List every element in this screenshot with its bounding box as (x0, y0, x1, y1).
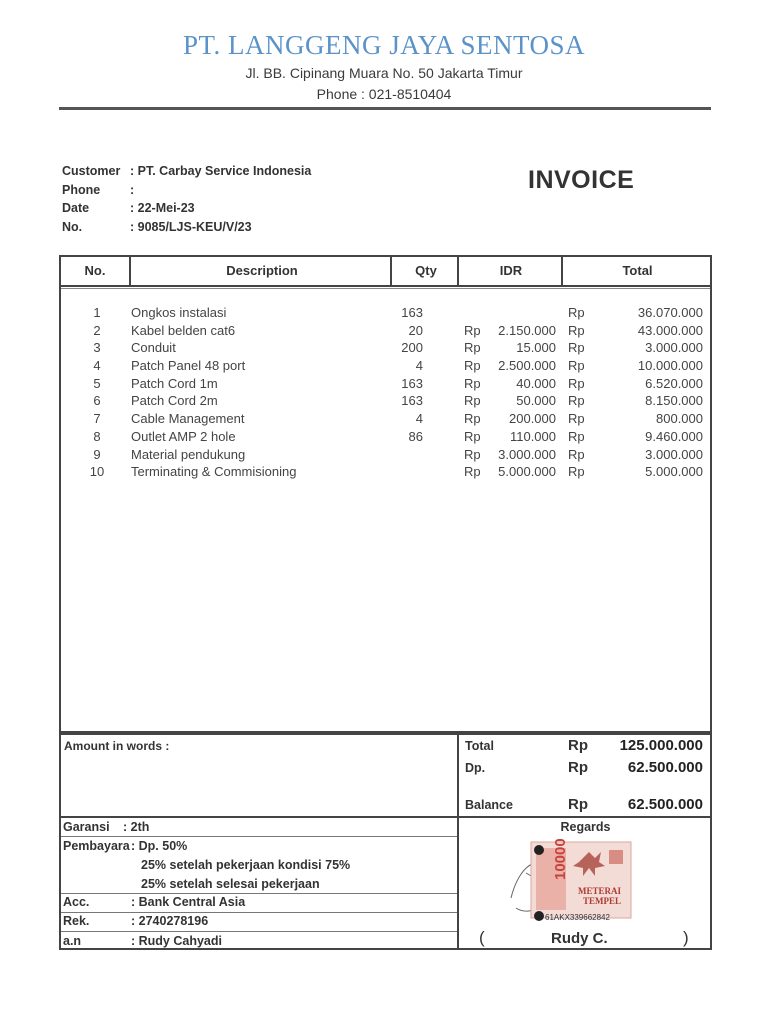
header-no: No. (61, 257, 131, 285)
row-no: 3 (93, 340, 101, 356)
info-value: : 9085/LJS-KEU/V/23 (130, 219, 252, 234)
row-price-currency: Rp (464, 358, 481, 374)
row-description: Patch Cord 2m (131, 393, 218, 409)
pembayaran-value: : Dp. 50% (131, 839, 188, 853)
pembayaran-line-3: 25% setelah selesai pekerjaan (141, 877, 320, 891)
company-name: PT. LANGGENG JAYA SENTOSA (182, 30, 586, 60)
table-row (61, 447, 710, 465)
total-value: 125.000.000 (619, 737, 703, 754)
info-row-no (62, 220, 311, 239)
row-total: 800.000 (656, 411, 703, 427)
balance-currency: Rp (568, 796, 588, 813)
info-value: : PT. Carbay Service Indonesia (130, 164, 312, 178)
total-label: Total (465, 739, 494, 753)
stamp-code: 61AKX339662842 (545, 913, 610, 922)
meterai-stamp (491, 838, 641, 928)
dp-currency: Rp (568, 759, 588, 776)
row-total: 6.520.000 (645, 375, 703, 391)
footer-box (59, 816, 712, 950)
an-row (63, 934, 222, 948)
row-price: 50.000 (516, 393, 556, 409)
footer-line (61, 912, 457, 913)
info-label: Customer (62, 164, 121, 178)
row-price-currency: Rp (464, 375, 481, 391)
row-no: 1 (93, 305, 101, 320)
row-total: 43.000.000 (637, 322, 703, 338)
row-total: 36.070.000 (637, 305, 703, 320)
table-row (61, 411, 710, 429)
row-description: Patch Cord 1m (131, 375, 218, 391)
dp-value: 62.500.000 (627, 759, 703, 776)
header-divider (61, 285, 710, 287)
row-total: 9.460.000 (645, 428, 703, 444)
row-qty: 4 (415, 411, 423, 427)
row-total-currency: Rp (568, 393, 585, 409)
acc-row (63, 895, 245, 909)
row-no: 10 (89, 464, 105, 480)
company-phone: Phone : 021-8510404 (316, 86, 452, 102)
balance-value: 62.500.000 (627, 796, 703, 813)
row-price-currency: Rp (464, 340, 481, 356)
row-price-currency: Rp (464, 428, 481, 444)
row-price-currency: Rp (464, 393, 481, 409)
row-no: 5 (93, 375, 101, 391)
row-qty: 163 (401, 375, 423, 391)
garansi-value: : 2th (123, 820, 150, 834)
stamp-text-1: METERAI (577, 886, 621, 896)
row-price: 15.000 (516, 340, 556, 356)
pembayaran-line-2: 25% setelah pekerjaan kondisi 75% (141, 858, 351, 872)
info-label: No. (62, 219, 83, 234)
info-row-customer (62, 164, 311, 183)
an-label: a.n (63, 934, 82, 948)
column-divider (390, 257, 392, 285)
table-row (61, 340, 710, 358)
row-total-currency: Rp (568, 446, 585, 462)
row-no: 4 (93, 358, 101, 374)
garansi-row (63, 820, 149, 834)
regards-label: Regards (560, 820, 611, 834)
garansi-label: Garansi (63, 820, 110, 834)
row-price: 5.000.000 (498, 464, 556, 480)
row-price: 2.500.000 (498, 358, 556, 374)
row-qty: 86 (408, 428, 423, 444)
row-total: 8.150.000 (645, 393, 703, 409)
row-total: 3.000.000 (645, 446, 703, 462)
row-total-currency: Rp (568, 411, 585, 427)
column-divider (561, 257, 563, 285)
signature-name: Rudy C. (551, 930, 608, 947)
footer-line (61, 931, 457, 932)
row-no: 8 (93, 428, 101, 444)
stamp-value: 10000 (552, 838, 569, 880)
info-value: : 22-Mei-23 (130, 201, 195, 215)
header-qty: Qty (415, 263, 437, 278)
table-row (61, 464, 710, 482)
info-row-phone (62, 183, 311, 202)
row-price: 200.000 (509, 411, 556, 427)
row-total: 10.000.000 (637, 358, 703, 374)
row-total-currency: Rp (568, 340, 585, 356)
row-description: Terminating & Commisioning (131, 464, 297, 480)
info-label: Phone (62, 182, 101, 197)
an-value: : Rudy Cahyadi (131, 934, 222, 948)
total-currency: Rp (568, 737, 588, 754)
pembayaran-label: Pembayara (63, 839, 130, 853)
row-qty: 163 (401, 393, 423, 409)
row-price: 110.000 (509, 428, 556, 444)
row-description: Material pendukung (131, 446, 246, 462)
row-total-currency: Rp (568, 322, 585, 338)
info-row-date (62, 201, 311, 220)
summary-box (59, 733, 712, 818)
pembayaran-row (63, 839, 187, 853)
row-total: 5.000.000 (645, 464, 703, 480)
rek-label: Rek. (63, 914, 90, 928)
items-table (59, 255, 712, 733)
column-divider (129, 257, 131, 285)
row-description: Cable Management (131, 411, 245, 427)
signature-close-paren: ) (683, 928, 689, 947)
rek-value: : 2740278196 (131, 914, 209, 928)
row-price: 2.150.000 (498, 322, 556, 338)
signature-open-paren: ( (479, 928, 485, 947)
table-row (61, 358, 710, 376)
rek-row (63, 914, 208, 928)
row-qty: 20 (408, 322, 423, 338)
row-total-currency: Rp (568, 375, 585, 391)
row-price-currency: Rp (464, 322, 481, 338)
company-address: Jl. BB. Cipinang Muara No. 50 Jakarta Timur (245, 65, 523, 81)
table-row (61, 323, 710, 341)
row-description: Outlet AMP 2 hole (131, 428, 236, 444)
row-no: 9 (93, 446, 101, 462)
footer-divider (457, 818, 459, 950)
row-qty: 200 (401, 340, 423, 356)
header-description: Description (226, 263, 298, 278)
table-body (61, 305, 710, 482)
row-price-currency: Rp (464, 446, 481, 462)
row-description: Patch Panel 48 port (131, 358, 246, 374)
row-qty: 4 (415, 358, 423, 374)
row-no: 2 (93, 322, 101, 338)
acc-label: Acc. (63, 895, 90, 909)
row-total-currency: Rp (568, 358, 585, 374)
row-qty: 163 (401, 305, 423, 320)
summary-divider (457, 735, 459, 818)
row-total-currency: Rp (568, 305, 585, 320)
row-description: Kabel belden cat6 (131, 322, 236, 338)
table-row (61, 393, 710, 411)
row-total: 3.000.000 (645, 340, 703, 356)
row-total-currency: Rp (568, 428, 585, 444)
footer-line (61, 893, 457, 894)
header-rule (59, 107, 711, 110)
header-idr: IDR (499, 263, 523, 278)
row-price-currency: Rp (464, 464, 481, 480)
footer-line (61, 836, 457, 837)
row-description: Ongkos instalasi (131, 305, 227, 320)
stamp-text-2: TEMPEL (582, 896, 621, 906)
row-price-currency: Rp (464, 411, 481, 427)
table-row (61, 305, 710, 323)
amount-in-words-label: Amount in words : (64, 739, 170, 753)
info-label: Date (62, 201, 90, 215)
row-no: 7 (93, 411, 101, 427)
row-total-currency: Rp (568, 464, 585, 480)
column-divider (457, 257, 459, 285)
balance-label: Balance (465, 798, 513, 812)
row-price: 40.000 (516, 375, 556, 391)
header-total: Total (622, 263, 653, 278)
info-value: : (130, 182, 135, 197)
invoice-title: INVOICE (528, 166, 635, 194)
row-price: 3.000.000 (498, 446, 556, 462)
table-row (61, 429, 710, 447)
header-divider (61, 288, 710, 289)
customer-info (62, 164, 311, 238)
table-row (61, 376, 710, 394)
dp-label: Dp. (465, 761, 486, 775)
row-description: Conduit (131, 340, 176, 356)
row-no: 6 (93, 393, 101, 409)
acc-value: : Bank Central Asia (131, 895, 246, 909)
